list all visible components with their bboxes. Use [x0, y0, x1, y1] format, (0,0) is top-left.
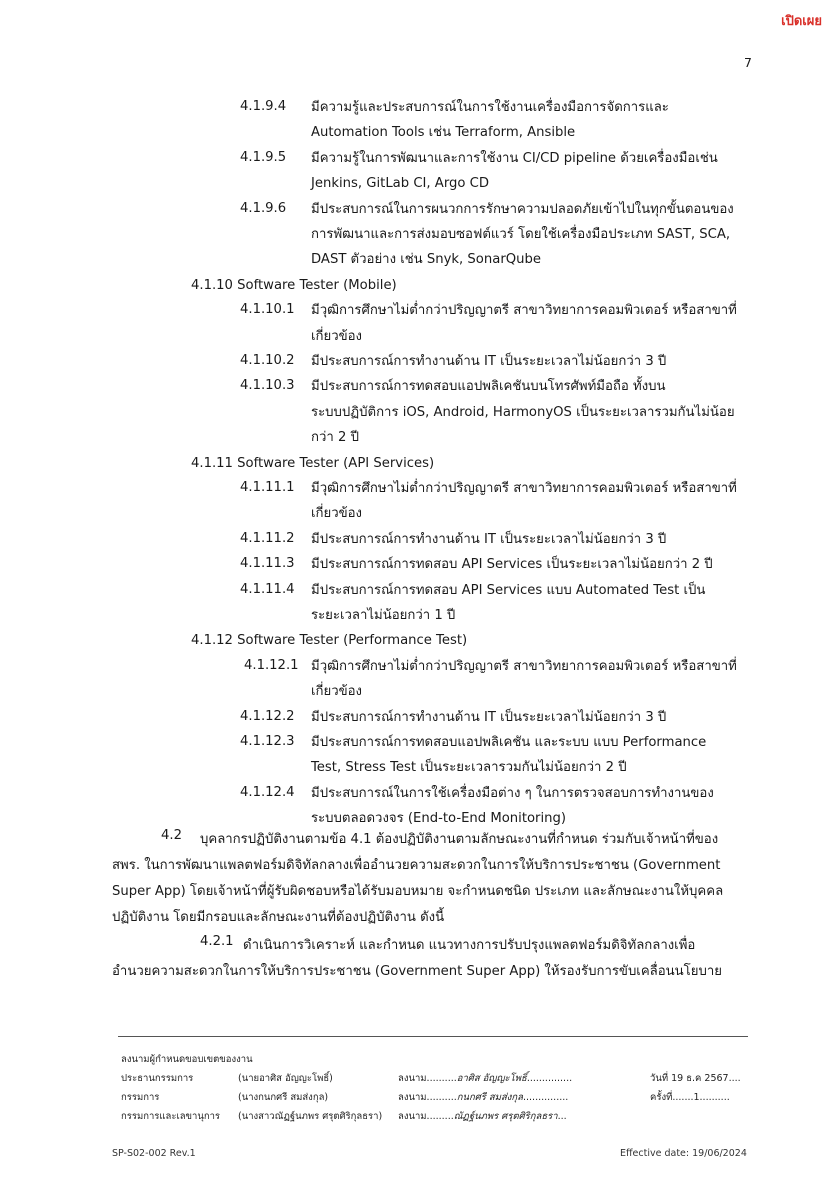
meeting-count: ครั้งที่.......1.......... [650, 1092, 730, 1103]
item-text-line: กว่า 2 ปี [311, 430, 359, 446]
item-text-line: มีความรู้ในการพัฒนาและการใช้งาน CI/CD pipeline ด้วยเครื่องมือเช่น [311, 150, 718, 166]
signer-3-signature: ลงนาม.........ณัฏฐ์นภพร ศรุตศิริกุลธรา... [398, 1111, 567, 1122]
item-text-line: เกี่ยวข้อง [311, 684, 362, 700]
item-text-line: มีประสบการณ์การทดสอบ API Services เป็นระยะเวลาไม่น้อยกว่า 2 ปี [311, 557, 713, 573]
item-number: 4.1.10.1 [240, 302, 295, 318]
item-text-line: เกี่ยวข้อง [311, 328, 362, 344]
signature-caption: ลงนามผู้กำหนดขอบเขตของงาน [121, 1054, 253, 1065]
item-text-line: มีประสบการณ์การทำงานด้าน IT เป็นระยะเวลาไม่น้อยกว่า 3 ปี [311, 354, 667, 369]
item-text-line: DAST ตัวอย่าง เช่น Snyk, SonarQube [311, 252, 541, 268]
item-text-line: มีความรู้และประสบการณ์ในการใช้งานเครื่องมือการจัดการและ [311, 100, 669, 115]
item-number: 4.1.11.1 [240, 480, 295, 495]
section-4-2-line-2: สพร. ในการพัฒนาแพลตฟอร์มดิจิทัลกลางเพื่ออำนวยความสะดวกในการให้บริการประชาชน (Government [112, 858, 721, 873]
item-text-line: ระยะเวลาไม่น้อยกว่า 1 ปี [311, 608, 456, 623]
section-4-2-line-4: ปฏิบัติงาน โดยมีกรอบและลักษณะงานที่ต้องปฏิบัติงาน ดังนี้ [112, 910, 445, 925]
item-number: 4.1.9.6 [240, 200, 287, 216]
footer-divider [118, 1036, 748, 1037]
document-code: SP-S02-002 Rev.1 [112, 1148, 196, 1159]
item-text-line: เกี่ยวข้อง [311, 506, 362, 522]
signer-3-role: กรรมการและเลขานุการ [121, 1111, 221, 1122]
item-text-line: มีวุฒิการศึกษาไม่ต่ำกว่าปริญญาตรี สาขาวิทยาการคอมพิวเตอร์ หรือสาขาที่ [311, 481, 737, 496]
item-text-line: Test, Stress Test เป็นระยะเวลารวมกันไม่น้อยกว่า 2 ปี [311, 760, 627, 776]
signer-1-name: (นายอาศิส อัญญะโพธิ์) [238, 1073, 333, 1084]
item-text-line: มีประสบการณ์การทำงานด้าน IT เป็นระยะเวลาไม่น้อยกว่า 3 ปี [311, 709, 667, 725]
item-number: 4.1.12.4 [240, 784, 295, 800]
item-number: 4.1.12.3 [240, 734, 295, 749]
item-number: 4.1.12.1 [244, 657, 299, 673]
section-4-2-1-number: 4.2.1 [200, 934, 234, 949]
item-number: 4.1.11.4 [240, 581, 295, 597]
item-text-line: มีประสบการณ์การทดสอบแอปพลิเคชัน และระบบ แบบ Performance [311, 735, 707, 750]
item-text-line: มีวุฒิการศึกษาไม่ต่ำกว่าปริญญาตรี สาขาวิทยาการคอมพิวเตอร์ หรือสาขาที่ [311, 303, 737, 319]
page-number: 7 [744, 55, 752, 70]
item-text-line: มีประสบการณ์การทดสอบแอปพลิเคชันบนโทรศัพท์มือถือ ทั้งบน [311, 379, 666, 395]
subsection-heading: 4.1.10 Software Tester (Mobile) [191, 277, 397, 293]
item-text-line: มีวุฒิการศึกษาไม่ต่ำกว่าปริญญาตรี สาขาวิทยาการคอมพิวเตอร์ หรือสาขาที่ [311, 658, 737, 674]
item-text-line: มีประสบการณ์ในการใช้เครื่องมือต่าง ๆ ในการตรวจสอบการทำงานของ [311, 785, 714, 801]
item-text-line: มีประสบการณ์การทดสอบ API Services แบบ Automated Test เป็น [311, 582, 706, 598]
effective-date: Effective date: 19/06/2024 [620, 1148, 747, 1159]
section-4-2-number: 4.2 [161, 828, 182, 843]
item-number: 4.1.9.5 [240, 149, 287, 165]
signer-2-role: กรรมการ [121, 1092, 160, 1103]
item-text-line: ระบบปฏิบัติการ iOS, Android, HarmonyOS เป็นระยะเวลารวมกันไม่น้อย [311, 404, 735, 420]
section-4-2-1-line-2: อำนวยความสะดวกในการให้บริการประชาชน (Government Super App) ให้รองรับการขับเคลื่อนนโยบาย [112, 964, 722, 979]
item-number: 4.1.11.2 [240, 530, 295, 546]
classification-badge: เปิดเผย [781, 14, 822, 29]
subsection-heading: 4.1.12 Software Tester (Performance Test) [191, 633, 468, 649]
signer-3-name: (นางสาวณัฏฐ์นภพร ศรุตศิริกุลธรา) [238, 1111, 383, 1122]
subsection-heading: 4.1.11 Software Tester (API Services) [191, 455, 435, 471]
item-number: 4.1.10.2 [240, 353, 295, 368]
item-number: 4.1.10.3 [240, 378, 295, 394]
item-text-line: Automation Tools เช่น Terraform, Ansible [311, 125, 576, 141]
signer-1-role: ประธานกรรมการ [121, 1073, 194, 1084]
item-text-line: การพัฒนาและการส่งมอบซอฟต์แวร์ โดยใช้เครื่องมือประเภท SAST, SCA, [311, 227, 731, 242]
item-text-line: มีประสบการณ์ในการผนวกการรักษาความปลอดภัยเข้าไปในทุกขั้นตอนของ [311, 201, 734, 217]
item-number: 4.1.11.3 [240, 556, 295, 572]
signer-2-signature: ลงนาม..........กนกศรี สมส่งกุล............... [398, 1092, 569, 1103]
item-text-line: ระบบตลอดวงจร (End-to-End Monitoring) [311, 811, 567, 827]
signature-date: วันที่ 19 ธ.ค 2567.... [650, 1073, 741, 1084]
item-text-line: Jenkins, GitLab CI, Argo CD [311, 176, 490, 192]
item-number: 4.1.9.4 [240, 99, 287, 114]
signer-1-signature: ลงนาม..........อาศิส อัญญะโพธิ์............... [398, 1073, 573, 1084]
item-text-line: มีประสบการณ์การทำงานด้าน IT เป็นระยะเวลาไม่น้อยกว่า 3 ปี [311, 531, 667, 547]
signer-2-name: (นางกนกศรี สมส่งกุล) [238, 1092, 329, 1103]
item-number: 4.1.12.2 [240, 708, 295, 724]
section-4-2-1-line-1: ดำเนินการวิเคราะห์ และกำหนด แนวทางการปรับปรุงแพลตฟอร์มดิจิทัลกลางเพื่อ [243, 938, 696, 953]
section-4-2-line-1: บุคลากรปฏิบัติงานตามข้อ 4.1 ต้องปฏิบัติงานตามลักษณะงานที่กำหนด ร่วมกับเจ้าหน้าที่ของ [200, 832, 719, 847]
section-4-2-line-3: Super App) โดยเจ้าหน้าที่ผู้รับผิดชอบหรือได้รับมอบหมาย จะกำหนดชนิด ประเภท และลักษณะงานให้บุคคล [112, 884, 724, 899]
